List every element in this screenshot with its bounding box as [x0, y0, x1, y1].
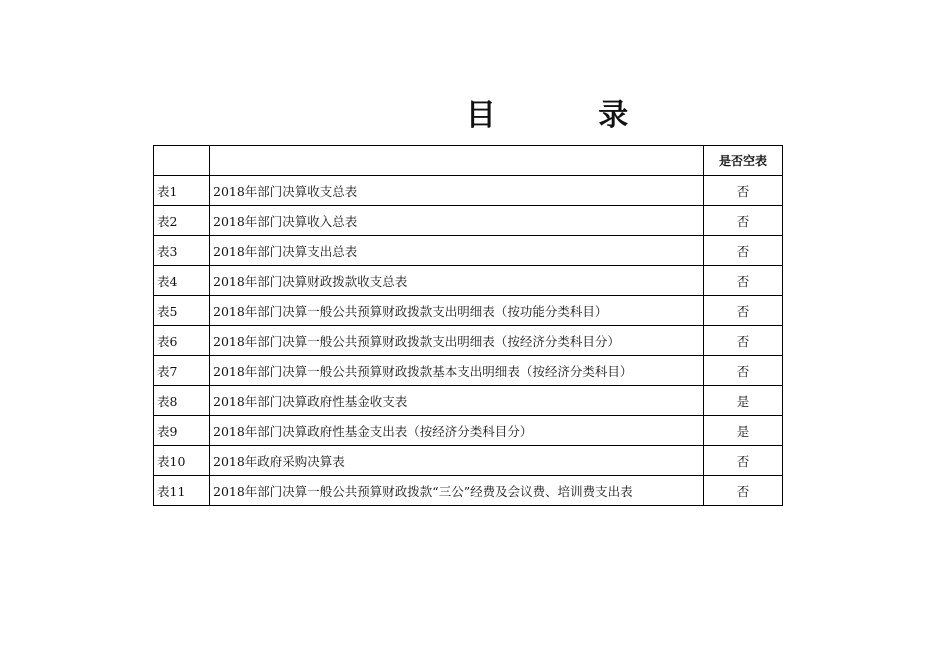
table-id-cell: 表8 [154, 386, 210, 416]
table-id-cell: 表9 [154, 416, 210, 446]
table-row [154, 476, 783, 506]
table-id-cell: 表7 [154, 356, 210, 386]
header-cell-name [210, 146, 704, 176]
table-empty-cell: 否 [704, 236, 783, 266]
table-empty-cell: 否 [704, 266, 783, 296]
table-row [154, 446, 783, 476]
table-empty-cell: 否 [704, 296, 783, 326]
table-header-row [154, 146, 783, 176]
table-id-cell: 表5 [154, 296, 210, 326]
table-row [154, 356, 783, 386]
table-row [154, 416, 783, 446]
table-id-cell: 表3 [154, 236, 210, 266]
table-row [154, 236, 783, 266]
table-id-cell: 表6 [154, 326, 210, 356]
table-empty-cell: 否 [704, 176, 783, 206]
table-name-cell: 2018年部门决算一般公共预算财政拨款“三公”经费及会议费、培训费支出表 [210, 476, 704, 506]
table-empty-cell: 否 [704, 206, 783, 236]
table-name-cell: 2018年部门决算财政拨款收支总表 [210, 266, 704, 296]
table-row [154, 206, 783, 236]
table-id-cell: 表4 [154, 266, 210, 296]
table-name-cell: 2018年部门决算一般公共预算财政拨款基本支出明细表（按经济分类科目） [210, 356, 704, 386]
header-cell-id [154, 146, 210, 176]
table-id-cell: 表2 [154, 206, 210, 236]
table-name-cell: 2018年政府采购决算表 [210, 446, 704, 476]
table-empty-cell: 是 [704, 416, 783, 446]
table-id-cell: 表1 [154, 176, 210, 206]
table-empty-cell: 否 [704, 326, 783, 356]
table-name-cell: 2018年部门决算一般公共预算财政拨款支出明细表（按经济分类科目分） [210, 326, 704, 356]
table-name-cell: 2018年部门决算一般公共预算财政拨款支出明细表（按功能分类科目） [210, 296, 704, 326]
table-row [154, 266, 783, 296]
table-empty-cell: 是 [704, 386, 783, 416]
header-cell-empty: 是否空表 [704, 146, 783, 176]
table-name-cell: 2018年部门决算政府性基金收支表 [210, 386, 704, 416]
table-name-cell: 2018年部门决算支出总表 [210, 236, 704, 266]
contents-table [153, 145, 783, 506]
table-row [154, 176, 783, 206]
table-empty-cell: 否 [704, 356, 783, 386]
table-empty-cell: 否 [704, 476, 783, 506]
page-title: 目 录 [465, 98, 675, 133]
table-name-cell: 2018年部门决算收支总表 [210, 176, 704, 206]
table-id-cell: 表11 [154, 476, 210, 506]
table-id-cell: 表10 [154, 446, 210, 476]
table-empty-cell: 否 [704, 446, 783, 476]
table-row [154, 296, 783, 326]
table-name-cell: 2018年部门决算收入总表 [210, 206, 704, 236]
table-row [154, 386, 783, 416]
table-name-cell: 2018年部门决算政府性基金支出表（按经济分类科目分） [210, 416, 704, 446]
table-row [154, 326, 783, 356]
